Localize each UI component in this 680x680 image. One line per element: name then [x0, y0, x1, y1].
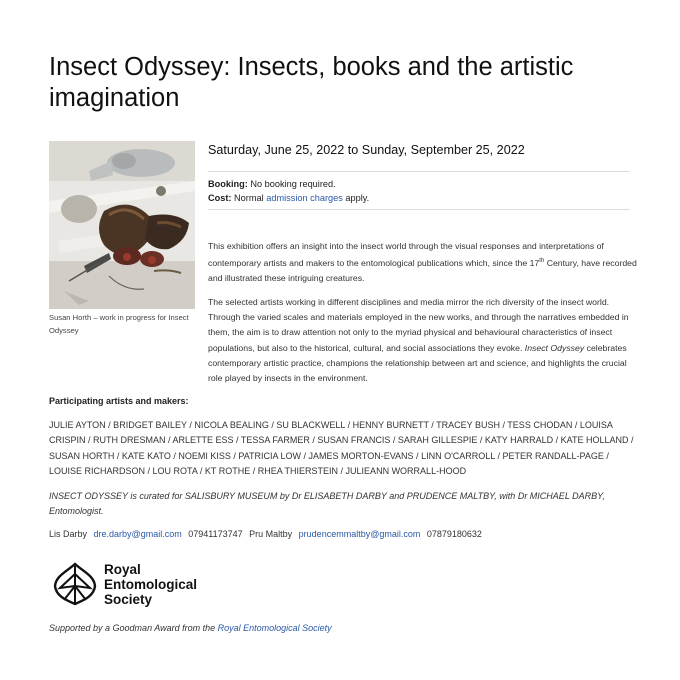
intro-p2-em: Insect Odyssey: [524, 342, 585, 353]
res-logo[interactable]: [52, 560, 197, 608]
contact-email-2[interactable]: prudencemmaltby@gmail.com: [298, 529, 421, 539]
intro-paragraph-2: [49, 295, 641, 386]
divider: [208, 209, 630, 210]
admission-charges-link[interactable]: admission charges: [266, 193, 343, 203]
contact-email-1[interactable]: dre.darby@gmail.com: [93, 529, 182, 539]
event-date-range: Saturday, June 25, 2022 to Sunday, September 25, 2022: [208, 143, 525, 157]
booking-value: No booking required.: [250, 179, 336, 189]
artwork-photo: [49, 141, 195, 309]
booking-line: [208, 177, 369, 191]
res-link[interactable]: Royal Entomological Society: [217, 623, 332, 633]
insect-logo-icon: [52, 560, 98, 608]
cost-line: [208, 191, 369, 205]
curated-note: INSECT ODYSSEY is curated for SALISBURY MUSEUM by Dr ELISABETH DARBY and PRUDENCE MALTBY, with Dr MICHAEL DARBY, Entomologist.: [49, 491, 605, 516]
logo-text-royal: Royal: [104, 561, 141, 577]
intro-p1-text: This exhibition offers an insight into the insect world through the visual responses and interpretations of contemporary artists and makers to the entomological publications which, since the 17: [208, 241, 604, 269]
logo-text-society: Society: [104, 591, 153, 607]
support-prefix: Supported by a Goodman Award from the: [49, 623, 216, 633]
support-note: [49, 623, 332, 633]
cost-prefix: Normal: [234, 193, 264, 203]
event-info: [208, 177, 369, 205]
divider: [208, 171, 630, 172]
intro-p1-sup: th: [539, 258, 545, 265]
intro-p2-text-end: celebrates contemporary artistic practice, champions the relationship between art and science, and highlights the crucial role played by insects in the environment.: [208, 342, 627, 384]
artists-list: JULIE AYTON / BRIDGET BAILEY / NICOLA BEALING / SU BLACKWELL / HENNY BURNETT / TRACEY BUSH / TESS CHODAN / LOUISA CRISPIN / RUTH DRESMAN / ARLETTE ESS / TESSA FARMER / SUSAN FRANCIS / SARAH GILLESPIE / KATY HARRALD / KATE HOLLAND / SUSAN HORTH / KATE KATO / NOEMI KISS / PATRICIA LOW / JAMES MORTON-EVANS / LINN O'CARROLL / PETER RANDALL-PAGE / LOUISE RICHARDSON / LOU ROTA / KT ROTHE / RHEA THIERSTEIN / JULIEANN WORRALL-HOOD: [49, 420, 634, 477]
cost-label: Cost:: [208, 193, 232, 203]
contact-phone-2: 07879180632: [426, 529, 482, 539]
logo-text-entomological: Entomological: [104, 576, 198, 592]
contact-name-1: Lis Darby: [49, 529, 88, 539]
intro-paragraph-1: [208, 239, 638, 287]
contact-line: [49, 529, 486, 539]
contact-phone-1: 07941173747: [188, 529, 243, 539]
intro-p2-text: The selected artists working in different disciplines and media mirror the rich diversity of the insect world. Through the varied scales and materials employed in the new works, and through the narratives embedded in them, the aim is to draw attention not only to the myriad physical and behavioural characteristics of insect populations, but also to the historical, cultural, and social associations they evoke.: [208, 297, 629, 353]
intro-p1-text-end: Century, have recorded and illustrated these intriguing creatures.: [208, 258, 637, 284]
booking-label: Booking:: [208, 179, 248, 189]
artists-heading: Participating artists and makers:: [49, 396, 189, 406]
contact-name-2: Pru Maltby: [249, 529, 293, 539]
page-title: Insect Odyssey: Insects, books and the artistic imagination: [49, 53, 574, 112]
cost-suffix: apply.: [345, 193, 370, 203]
artwork-caption: Susan Horth – work in progress for Insect Odyssey: [49, 313, 189, 335]
